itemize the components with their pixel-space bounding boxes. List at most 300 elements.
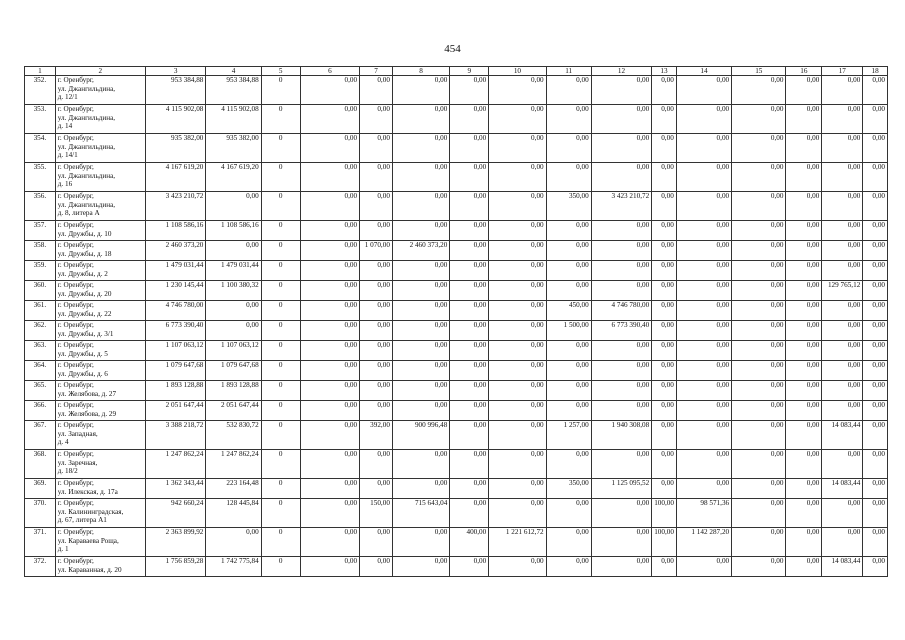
value-cell: 0,00 [786,479,822,499]
value-cell: 0 [261,134,300,163]
value-cell: 0,00 [450,361,489,381]
value-cell: 0,00 [676,421,731,450]
address-cell [55,301,145,321]
value-cell: 0,00 [786,341,822,361]
address-line: д. 16 [57,180,73,189]
value-cell: 0,00 [546,401,591,421]
value-cell: 0,00 [863,499,888,528]
value-cell: 0,00 [676,450,731,479]
address-line: г. Оренбург, [57,341,94,349]
row-number: 354. [25,134,56,163]
value-cell: 0,00 [360,381,393,401]
column-header: 12 [591,67,651,76]
column-header: 1 [25,67,56,76]
value-cell: 0,00 [489,321,546,341]
address-line: г. Оренбург, [57,381,94,389]
column-header: 16 [786,67,822,76]
value-cell: 0 [261,450,300,479]
address-line: ул. Джангильдина, [57,84,116,93]
address-line: г. Оренбург, [57,261,94,269]
value-cell: 6 773 390,40 [591,321,651,341]
value-cell: 935 382,00 [206,134,261,163]
value-cell: 0,00 [652,557,677,577]
address-cell [55,321,145,341]
column-header: 9 [450,67,489,76]
value-cell: 0,00 [300,499,359,528]
value-cell: 0,00 [786,261,822,281]
value-cell: 0,00 [392,528,449,557]
row-number: 366. [25,401,56,421]
value-cell: 0,00 [546,261,591,281]
value-cell: 0,00 [822,401,863,421]
value-cell: 0,00 [676,301,731,321]
value-cell: 0,00 [822,528,863,557]
value-cell: 0,00 [300,341,359,361]
value-cell: 0,00 [676,281,731,301]
value-cell: 0 [261,105,300,134]
row-number: 361. [25,301,56,321]
value-cell: 350,00 [546,192,591,221]
value-cell: 0,00 [450,261,489,281]
value-cell: 0,00 [450,76,489,105]
column-header: 5 [261,67,300,76]
value-cell: 0,00 [652,105,677,134]
value-cell: 0,00 [392,341,449,361]
value-cell: 0,00 [450,301,489,321]
value-cell: 0,00 [300,134,359,163]
value-cell: 0,00 [786,221,822,241]
value-cell: 0,00 [676,261,731,281]
row-number: 372. [25,557,56,577]
value-cell: 0,00 [652,76,677,105]
value-cell: 98 571,36 [676,499,731,528]
address-line: г. Оренбург, [57,221,94,229]
value-cell: 0,00 [591,105,651,134]
value-cell: 1 107 063,12 [145,341,205,361]
value-cell: 0,00 [591,134,651,163]
value-cell: 0,00 [786,421,822,450]
value-cell: 0,00 [732,192,786,221]
address-cell [55,479,145,499]
value-cell: 0,00 [652,381,677,401]
value-cell: 0,00 [732,281,786,301]
address-line: г. Оренбург, [57,76,94,84]
address-line: д. 67, литера А1 [57,516,107,525]
value-cell: 0,00 [652,341,677,361]
value-cell: 1 479 031,44 [145,261,205,281]
value-cell: 0,00 [392,321,449,341]
value-cell: 0,00 [591,341,651,361]
value-cell: 1 742 775,84 [206,557,261,577]
value-cell: 0,00 [822,341,863,361]
address-line: ул. Желябова, д. 27 [57,389,117,398]
value-cell: 0,00 [392,381,449,401]
address-cell [55,499,145,528]
value-cell: 0,00 [732,163,786,192]
value-cell: 0,00 [732,421,786,450]
value-cell: 0,00 [786,361,822,381]
value-cell: 1 107 063,12 [206,341,261,361]
value-cell: 0,00 [489,105,546,134]
value-cell: 0,00 [360,105,393,134]
value-cell: 0,00 [863,241,888,261]
value-cell: 0,00 [786,450,822,479]
value-cell: 0,00 [489,76,546,105]
value-cell: 0,00 [300,401,359,421]
value-cell: 0,00 [360,261,393,281]
value-cell: 0,00 [732,401,786,421]
page-number: 454 [444,43,461,55]
value-cell: 0 [261,163,300,192]
address-line: ул. Желябова, д. 29 [57,409,117,418]
address-line: ул. Караванная, д. 20 [57,565,122,574]
table-row [25,479,888,499]
address-cell [55,381,145,401]
value-cell: 1 893 128,88 [145,381,205,401]
value-cell: 0,00 [822,163,863,192]
value-cell: 1 079 647,68 [145,361,205,381]
value-cell: 0,00 [300,361,359,381]
value-cell: 6 773 390,40 [145,321,205,341]
address-line: д. 14/1 [57,151,78,160]
row-number: 368. [25,450,56,479]
column-header: 11 [546,67,591,76]
value-cell: 0,00 [676,341,731,361]
row-number: 371. [25,528,56,557]
value-cell: 0,00 [300,557,359,577]
value-cell: 0,00 [591,499,651,528]
value-cell: 0,00 [489,281,546,301]
value-cell: 0,00 [450,401,489,421]
value-cell: 0,00 [450,321,489,341]
address-cell [55,557,145,577]
value-cell: 0,00 [360,221,393,241]
value-cell: 0,00 [822,381,863,401]
address-line: ул. Дружбы, д. 20 [57,289,112,298]
value-cell: 0,00 [546,163,591,192]
value-cell: 0,00 [786,499,822,528]
value-cell: 0 [261,241,300,261]
table-row [25,221,888,241]
value-cell: 0,00 [360,281,393,301]
table-row [25,528,888,557]
value-cell: 0,00 [392,401,449,421]
value-cell: 1 108 586,16 [145,221,205,241]
value-cell: 0,00 [652,281,677,301]
value-cell: 129 765,12 [822,281,863,301]
value-cell: 0,00 [360,479,393,499]
value-cell: 0,00 [546,381,591,401]
address-cell [55,401,145,421]
value-cell: 0,00 [732,261,786,281]
value-cell: 0,00 [676,105,731,134]
value-cell: 0,00 [392,557,449,577]
table-row [25,557,888,577]
value-cell: 0,00 [206,528,261,557]
value-cell: 0,00 [652,401,677,421]
address-line: ул. Заречная, [57,458,98,467]
value-cell: 0,00 [822,134,863,163]
address-line: ул. Илекская, д. 17а [57,487,118,496]
value-cell: 0,00 [450,479,489,499]
value-cell: 1 142 287,20 [676,528,731,557]
value-cell: 0,00 [732,76,786,105]
value-cell: 0,00 [863,281,888,301]
value-cell: 1 108 586,16 [206,221,261,241]
row-number: 362. [25,321,56,341]
value-cell: 0,00 [591,528,651,557]
table-row [25,163,888,192]
table-row [25,192,888,221]
table-row [25,450,888,479]
value-cell: 0 [261,557,300,577]
value-cell: 0,00 [732,134,786,163]
column-header: 3 [145,67,205,76]
address-cell [55,105,145,134]
value-cell: 0,00 [450,105,489,134]
value-cell: 0,00 [652,321,677,341]
value-cell: 2 051 647,44 [206,401,261,421]
value-cell: 0,00 [489,163,546,192]
value-cell: 0,00 [676,479,731,499]
value-cell: 0,00 [732,381,786,401]
value-cell: 0,00 [591,401,651,421]
value-cell: 3 388 218,72 [145,421,205,450]
value-cell: 0,00 [392,192,449,221]
address-cell [55,261,145,281]
value-cell: 0,00 [591,557,651,577]
value-cell: 0,00 [546,341,591,361]
value-cell: 0,00 [676,381,731,401]
value-cell: 0,00 [450,192,489,221]
value-cell: 1 257,00 [546,421,591,450]
address-line: д. 12/1 [57,93,78,102]
address-line: д. 1 [57,545,69,554]
value-cell: 4 167 619,20 [145,163,205,192]
row-number: 355. [25,163,56,192]
value-cell: 0,00 [863,479,888,499]
value-cell: 0,00 [652,163,677,192]
address-line: г. Оренбург, [57,281,94,289]
address-line: ул. Дружбы, д. 22 [57,309,112,318]
value-cell: 0,00 [786,76,822,105]
value-cell: 4 746 780,00 [591,301,651,321]
value-cell: 0,00 [489,341,546,361]
value-cell: 0,00 [300,381,359,401]
value-cell: 0,00 [591,281,651,301]
value-cell: 0,00 [360,192,393,221]
address-line: ул. Западная, [57,429,98,438]
address-cell [55,221,145,241]
value-cell: 0 [261,321,300,341]
value-cell: 0,00 [591,241,651,261]
value-cell: 0,00 [652,479,677,499]
value-cell: 0,00 [676,241,731,261]
value-cell: 0 [261,479,300,499]
value-cell: 0,00 [652,221,677,241]
value-cell: 0,00 [732,479,786,499]
table-row [25,401,888,421]
value-cell: 0,00 [676,321,731,341]
address-line: ул. Дружбы, д. 2 [57,269,108,278]
value-cell: 0 [261,281,300,301]
value-cell: 0,00 [300,421,359,450]
value-cell: 0,00 [863,341,888,361]
value-cell: 900 996,48 [392,421,449,450]
value-cell: 0,00 [863,76,888,105]
value-cell: 0,00 [786,241,822,261]
value-cell: 0,00 [300,321,359,341]
address-line: ул. Дружбы, д. 10 [57,229,112,238]
value-cell: 0,00 [360,341,393,361]
value-cell: 0,00 [786,105,822,134]
address-line: ул. Джангильдина, [57,113,116,122]
value-cell: 0,00 [591,76,651,105]
value-cell: 0,00 [450,281,489,301]
column-header: 15 [732,67,786,76]
value-cell: 953 384,88 [206,76,261,105]
address-cell [55,241,145,261]
value-cell: 14 083,44 [822,557,863,577]
value-cell: 0,00 [591,261,651,281]
value-cell: 1 125 095,52 [591,479,651,499]
value-cell: 0,00 [450,421,489,450]
value-cell: 0,00 [489,361,546,381]
value-cell: 0 [261,499,300,528]
value-cell: 0,00 [450,450,489,479]
value-cell: 0,00 [786,381,822,401]
value-cell: 0,00 [360,401,393,421]
row-number: 369. [25,479,56,499]
value-cell: 715 643,04 [392,499,449,528]
address-line: г. Оренбург, [57,241,94,249]
value-cell: 1 100 380,32 [206,281,261,301]
value-cell: 0,00 [489,557,546,577]
address-line: г. Оренбург, [57,421,94,429]
value-cell: 0,00 [300,163,359,192]
value-cell: 392,00 [360,421,393,450]
value-cell: 0,00 [300,479,359,499]
value-cell: 450,00 [546,301,591,321]
value-cell: 4 115 902,08 [145,105,205,134]
value-cell: 0,00 [822,76,863,105]
row-number: 356. [25,192,56,221]
value-cell: 0,00 [546,528,591,557]
address-line: г. Оренбург, [57,557,94,565]
row-number: 358. [25,241,56,261]
value-cell: 0,00 [863,221,888,241]
value-cell: 1 940 308,08 [591,421,651,450]
address-cell [55,341,145,361]
address-line: г. Оренбург, [57,479,94,487]
value-cell: 0,00 [732,557,786,577]
column-header: 18 [863,67,888,76]
value-cell: 0,00 [732,321,786,341]
value-cell: 0,00 [546,76,591,105]
row-number: 353. [25,105,56,134]
value-cell: 0,00 [360,528,393,557]
table-row [25,421,888,450]
value-cell: 0,00 [822,221,863,241]
value-cell: 0,00 [546,499,591,528]
value-cell: 0,00 [863,261,888,281]
address-cell [55,528,145,557]
value-cell: 0,00 [822,192,863,221]
value-cell: 0 [261,421,300,450]
table-row [25,261,888,281]
value-cell: 0,00 [786,321,822,341]
value-cell: 1 362 343,44 [145,479,205,499]
value-cell: 0,00 [732,450,786,479]
value-cell: 0,00 [206,192,261,221]
value-cell: 0,00 [863,361,888,381]
value-cell: 0,00 [489,301,546,321]
value-cell: 0,00 [300,261,359,281]
value-cell: 0,00 [863,450,888,479]
value-cell: 0,00 [786,301,822,321]
address-line: г. Оренбург, [57,499,94,507]
value-cell: 0,00 [392,134,449,163]
value-cell: 0,00 [786,163,822,192]
value-cell: 0,00 [863,421,888,450]
value-cell: 1 756 859,28 [145,557,205,577]
value-cell: 0,00 [546,281,591,301]
address-line: ул. Джангильдина, [57,200,116,209]
address-line: г. Оренбург, [57,105,94,113]
value-cell: 935 382,00 [145,134,205,163]
value-cell: 0,00 [300,76,359,105]
value-cell: 14 083,44 [822,479,863,499]
value-cell: 4 115 902,08 [206,105,261,134]
value-cell: 4 746 780,00 [145,301,205,321]
value-cell: 0,00 [786,134,822,163]
value-cell: 0,00 [822,450,863,479]
value-cell: 0,00 [676,221,731,241]
address-line: г. Оренбург, [57,163,94,171]
value-cell: 0,00 [863,557,888,577]
value-cell: 2 460 373,20 [392,241,449,261]
value-cell: 0,00 [206,241,261,261]
row-number: 365. [25,381,56,401]
table-row [25,105,888,134]
value-cell: 0,00 [863,401,888,421]
row-number: 360. [25,281,56,301]
value-cell: 0,00 [652,261,677,281]
value-cell: 1 230 145,44 [145,281,205,301]
value-cell: 0,00 [732,528,786,557]
address-line: ул. Джангильдина, [57,171,116,180]
value-cell: 0,00 [450,557,489,577]
table-row [25,381,888,401]
value-cell: 0,00 [591,361,651,381]
value-cell: 0,00 [652,192,677,221]
value-cell: 4 167 619,20 [206,163,261,192]
value-cell: 0,00 [863,301,888,321]
value-cell: 0,00 [732,301,786,321]
address-line: г. Оренбург, [57,321,94,329]
value-cell: 0,00 [863,192,888,221]
value-cell: 0,00 [732,361,786,381]
value-cell: 14 083,44 [822,421,863,450]
value-cell: 2 460 373,20 [145,241,205,261]
value-cell: 0,00 [863,321,888,341]
value-cell: 0,00 [822,301,863,321]
value-cell: 0,00 [652,241,677,261]
value-cell: 0,00 [489,401,546,421]
address-line: д. 8, литера А [57,209,100,218]
value-cell: 953 384,88 [145,76,205,105]
value-cell: 0,00 [360,557,393,577]
